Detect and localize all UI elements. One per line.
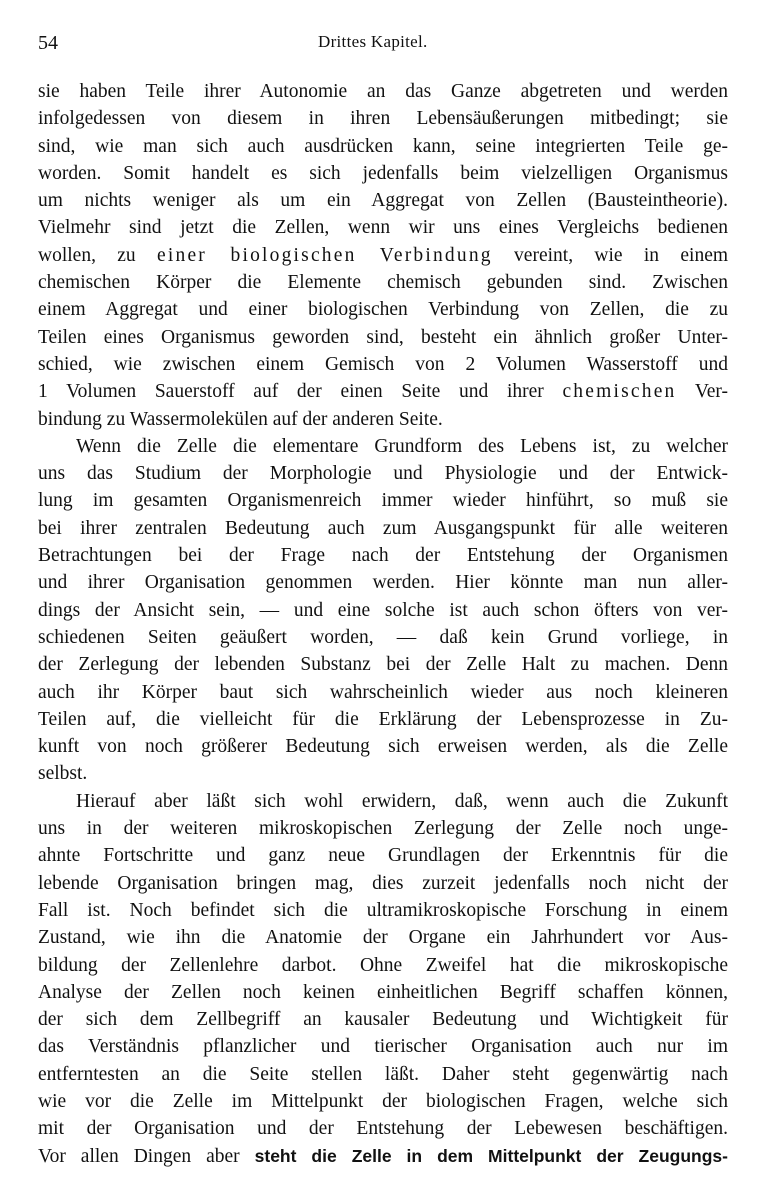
text-line: Betrachtungen bei der Frage nach der Entstehung der Organismen <box>38 545 728 567</box>
text-line: Zustand, wie ihn die Anatomie der Organe ein Jahrhundert vor Aus- <box>38 927 728 949</box>
text-line: infolgedessen von diesem in ihren Lebensäußerungen mitbedingt; sie <box>38 108 728 130</box>
text-line: bildung der Zellenlehre darbot. Ohne Zweifel hat die mikroskopische <box>38 954 728 976</box>
emphasized-text: einer biologischen Verbindung <box>157 244 493 266</box>
text-line: bei ihrer zentralen Bedeutung auch zum Ausgangspunkt für alle weiteren <box>38 517 728 539</box>
text-line: sie haben Teile ihrer Autonomie an das Ganze abgetreten und werden <box>38 81 728 102</box>
text-line: lebende Organisation bringen mag, dies zurzeit jedenfalls noch nicht der <box>38 872 728 894</box>
text-line <box>38 242 728 269</box>
text-line: sind, wie man sich auch ausdrücken kann, seine integrierten Teile ge- <box>38 135 728 157</box>
text-line: einem Aggregat und einer biologischen Verbindung von Zellen, die zu <box>38 299 728 321</box>
text-line: Teilen eines Organismus geworden sind, besteht ein ähnlich großer Unter- <box>38 326 728 348</box>
text-line: kunft von noch größerer Bedeutung sich erweisen werden, als die Zelle <box>38 736 728 758</box>
text-line: der Zerlegung der lebenden Substanz bei der Zelle Halt zu machen. Denn <box>38 654 728 676</box>
paragraph-first-line: Wenn die Zelle die elementare Grundform des Lebens ist, zu welcher <box>76 435 728 457</box>
text-line: bindung zu Wassermolekülen auf der anderen Seite. <box>38 408 443 430</box>
running-head: Drittes Kapitel. <box>318 32 428 51</box>
text-segment: wollen, zu <box>38 244 158 266</box>
text-line: Vielmehr sind jetzt die Zellen, wenn wir uns eines Vergleichs bedienen <box>38 217 728 239</box>
text-line: der sich dem Zellbegriff an kausaler Bedeutung und Wichtigkeit für <box>38 1009 728 1031</box>
text-line: Analyse der Zellen noch keinen einheitlichen Begriff schaffen können, <box>38 981 728 1003</box>
page-header <box>38 30 728 58</box>
text-line: schiedenen Seiten geäußert worden, — daß kein Grund vorliege, in <box>38 626 728 648</box>
text-line <box>38 378 728 405</box>
text-segment: vereint, wie in einem <box>492 244 728 266</box>
emphasized-text: chemischen <box>562 381 677 403</box>
text-line: dings der Ansicht sein, — und eine solche ist auch schon öfters von ver- <box>38 599 728 621</box>
text-segment: Ver- <box>676 381 728 403</box>
text-line: chemischen Körper die Elemente chemisch gebunden sind. Zwischen <box>38 272 728 294</box>
text-line <box>38 1143 728 1170</box>
text-line: und ihrer Organisation genommen werden. Hier könnte man nun aller- <box>38 572 728 594</box>
text-line: uns in der weiteren mikroskopischen Zerlegung der Zelle noch unge- <box>38 818 728 840</box>
text-line: das Verständnis pflanzlicher und tierischer Organisation auch nur im <box>38 1036 728 1058</box>
text-segment: 1 Volumen Sauerstoff auf der einen Seite und ihrer <box>38 381 563 403</box>
text-line: uns das Studium der Morphologie und Physiologie und der Entwick- <box>38 463 728 485</box>
text-line: schied, wie zwischen einem Gemisch von 2 Volumen Wasserstoff und <box>38 353 728 375</box>
text-line: wie vor die Zelle im Mittelpunkt der biologischen Fragen, welche sich <box>38 1090 728 1112</box>
text-line: ahnte Fortschritte und ganz neue Grundlagen der Erkenntnis für die <box>38 845 728 867</box>
page-number: 54 <box>38 32 58 54</box>
text-line: auch ihr Körper baut sich wahrscheinlich wieder aus noch kleineren <box>38 681 728 703</box>
paragraph-first-line: Hierauf aber läßt sich wohl erwidern, daß, wenn auch die Zukunft <box>76 790 728 812</box>
text-line: lung im gesamten Organismenreich immer wieder hinführt, so muß sie <box>38 490 728 512</box>
text-line: Teilen auf, die vielleicht für die Erklärung der Lebensprozesse in Zu- <box>38 708 728 730</box>
text-line: entferntesten an die Seite stellen läßt. Daher steht gegenwärtig nach <box>38 1063 728 1085</box>
bold-text: steht die Zelle in dem Mittelpunkt der Zeugungs- <box>254 1145 728 1166</box>
text-segment: Vor allen Dingen aber <box>38 1145 255 1167</box>
text-line: selbst. <box>38 763 88 785</box>
text-line: um nichts weniger als um ein Aggregat von Zellen (Bausteintheorie). <box>38 190 728 212</box>
body-text <box>38 78 728 1170</box>
text-line: worden. Somit handelt es sich jedenfalls beim vielzelligen Organismus <box>38 162 728 184</box>
text-line: mit der Organisation und der Entstehung der Lebewesen beschäftigen. <box>38 1118 728 1140</box>
text-line: Fall ist. Noch befindet sich die ultramikroskopische Forschung in einem <box>38 899 728 921</box>
